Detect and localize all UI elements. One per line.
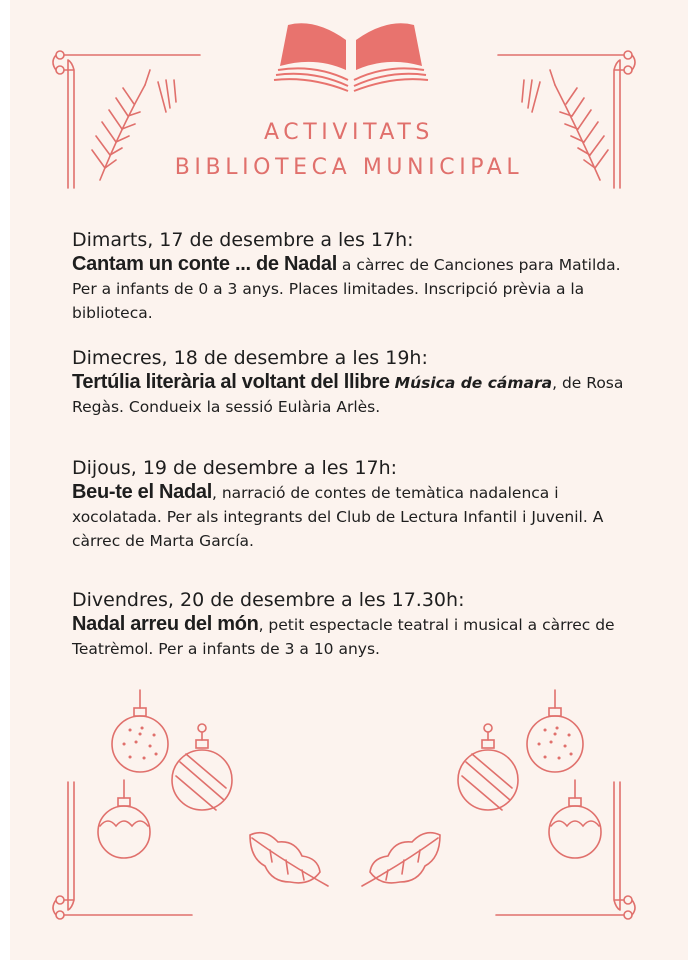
leaf-icon [250,833,328,886]
event-item [72,456,632,553]
event-item [72,588,632,661]
poster [10,0,688,960]
event-details: , de Rosa Regàs. Condueix la sessió Eulària Arlès. [72,374,624,416]
ornament-icon [549,780,601,858]
event-title: Beu-te el Nadal [72,481,212,503]
event-title: Nadal arreu del món [72,613,259,635]
event-description [72,612,632,661]
event-description [72,370,632,419]
event-description [72,252,632,325]
ornament-icon [98,780,150,858]
event-date: Dimecres, 18 de desembre a les 19h: [72,347,428,369]
leaf-icon [362,833,440,886]
event-date: Divendres, 20 de desembre a les 17.30h: [72,589,465,611]
event-date: Dimarts, 17 de desembre a les 17h: [72,229,414,251]
event-item [72,228,632,325]
title-activitats: ACTIVITATS [264,120,434,145]
event-description [72,480,632,553]
ornament-icon [527,690,583,772]
corner-frame-bottom-left-icon [53,782,192,919]
ornament-icon [172,724,232,810]
event-date: Dijous, 19 de desembre a les 17h: [72,457,398,479]
corner-frame-bottom-right-icon [496,782,635,919]
ornament-icon [458,724,518,810]
event-details: a càrrec de Canciones para Matilda. Per a infants de 0 a 3 anys. Places limitades. Inscripció prèvia a la biblioteca. [72,256,621,322]
event-book-title: Música de cámara [394,374,553,392]
event-details: , petit espectacle teatral i musical a càrrec de Teatrèmol. Per a infants de 3 a 10 anys. [72,616,615,658]
event-title: Tertúlia literària al voltant del llibre [72,371,390,393]
event-details: , narració de contes de temàtica nadalenca i xocolatada. Per als integrants del Club de Lectura Infantil i Juvenil. A càrrec de Marta García. [72,484,604,550]
book-icon [274,23,428,91]
event-title: Cantam un conte ... de Nadal [72,253,337,275]
event-item [72,346,632,419]
ornament-icon [112,690,168,772]
title-biblioteca-municipal: BIBLIOTECA MUNICIPAL [174,155,524,180]
